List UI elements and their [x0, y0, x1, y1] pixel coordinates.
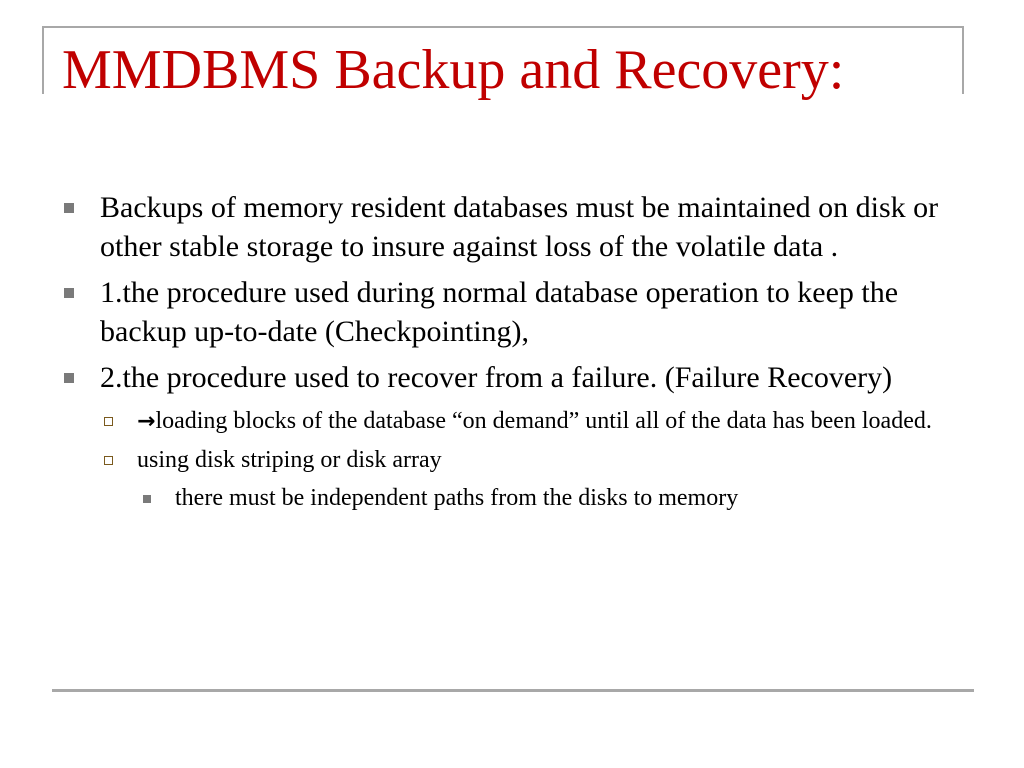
sub-bullet-text: using disk striping or disk array — [137, 447, 442, 473]
slide-content — [60, 188, 970, 515]
square-bullet-icon — [143, 495, 151, 503]
square-bullet-icon — [64, 373, 74, 383]
bullet-checkpointing — [60, 273, 970, 351]
right-arrow-icon: → — [137, 409, 156, 434]
bullet-backups — [60, 188, 970, 266]
bullet-text: 2.the procedure used to recover from a failure. (Failure Recovery) — [100, 361, 893, 394]
sub-sub-bullet-text: there must be independent paths from the disks to memory — [175, 485, 739, 511]
square-bullet-icon — [64, 203, 74, 213]
slide-title: MMDBMS Backup and Recovery: — [62, 39, 845, 101]
hollow-square-bullet-icon — [104, 456, 113, 465]
square-bullet-icon — [64, 288, 74, 298]
sub-bullet-on-demand — [60, 404, 970, 439]
bullet-text: Backups of memory resident databases must be maintained on disk or other stable storage to insure against loss of the volatile data . — [100, 191, 939, 263]
top-border-rule — [42, 26, 964, 28]
sub-bullet-disk-striping — [60, 443, 970, 477]
bullet-failure-recovery — [60, 358, 970, 397]
sub-bullet-text: loading blocks of the database “on demand” until all of the data has been loaded. — [155, 408, 932, 434]
bullet-text: 1.the procedure used during normal database operation to keep the backup up-to-date (Checkpointing), — [100, 276, 899, 348]
left-border-rule — [42, 26, 44, 94]
right-border-rule — [962, 26, 964, 94]
sub-sub-bullet-independent-paths — [60, 481, 970, 515]
bottom-divider-rule — [52, 689, 974, 692]
hollow-square-bullet-icon — [104, 417, 113, 426]
